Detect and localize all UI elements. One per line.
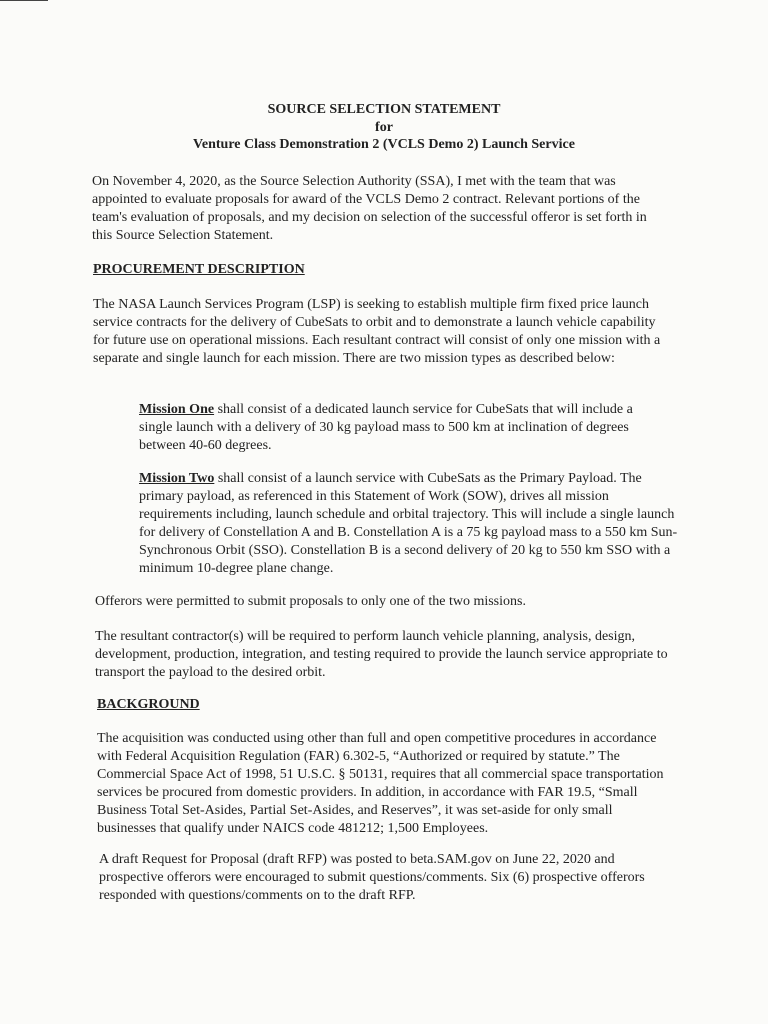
procurement-heading: PROCUREMENT DESCRIPTION (93, 262, 305, 277)
background-paragraph-1: The acquisition was conducted using other than full and open competitive procedures in accordance with Federal Acquisition Regulation (FAR) 6.302-5, “Authorized or required by statute.” The Commercial Space Act of 1998, 51 U.S.C. § 50131, requires that all commercial space transportation services be procured from domestic providers. In addition, in accordance with FAR 19.5, “Small Business Total Set-Asides, Partial Set-Asides, and Reserves”, it was set-aside for only small businesses that qualify under NAICS code 481212; 1,500 Employees. (97, 731, 664, 836)
title-line-1: SOURCE SELECTION STATEMENT (267, 102, 501, 117)
mission-two-paragraph (139, 470, 679, 578)
procurement-paragraph: The NASA Launch Services Program (LSP) is seeking to establish multiple firm fixed price launch service contracts for the delivery of CubeSats to orbit and to demonstrate a launch vehicle capability for future use on operational missions. Each resultant contract will consist of only one mission with a separate and single launch for each mission. There are two mission types as described below: (93, 297, 661, 366)
title-line-3: Venture Class Demonstration 2 (VCLS Demo 2) Launch Service (193, 137, 575, 152)
title-line-2: for (375, 120, 393, 135)
intro-paragraph: On November 4, 2020, as the Source Selection Authority (SSA), I met with the team that was appointed to evaluate proposals for award of the VCLS Demo 2 contract. Relevant portions of the team's evaluation of proposals, and my decision on selection of the successful offeror is set forth in this Source Selection Statement. (92, 174, 647, 243)
scan-edge-line (0, 0, 48, 1)
mission-one-paragraph (139, 401, 667, 455)
background-heading: BACKGROUND (97, 697, 200, 712)
offerors-paragraph: Offerors were permitted to submit proposals to only one of the two missions. (95, 594, 526, 609)
contractor-paragraph: The resultant contractor(s) will be required to perform launch vehicle planning, analysis, design, development, production, integration, and testing required to provide the launch service appropriate to transport the payload to the desired orbit. (95, 629, 668, 680)
mission-one-text: shall consist of a dedicated launch service for CubeSats that will include a single launch with a delivery of 30 kg payload mass to 500 km at inclination of degrees between 40-60 degrees. (139, 402, 633, 453)
background-paragraph-2: A draft Request for Proposal (draft RFP) was posted to beta.SAM.gov on June 22, 2020 and prospective offerors were encouraged to submit questions/comments. Six (6) prospective offerors responded with questions/comments on to the draft RFP. (99, 852, 645, 903)
mission-two-text: shall consist of a launch service with CubeSats as the Primary Payload. The primary payload, as referenced in this Statement of Work (SOW), drives all mission requirements including, launch schedule and orbital trajectory. This will include a single launch for delivery of Constellation A and B. Constellation A is a 75 kg payload mass to a 550 km Sun-Synchronous Orbit (SSO). Constellation B is a second delivery of 20 kg to 550 km SSO with a minimum 10-degree plane change. (139, 471, 678, 576)
mission-two-label: Mission Two (139, 471, 215, 486)
mission-one-label: Mission One (139, 402, 215, 417)
